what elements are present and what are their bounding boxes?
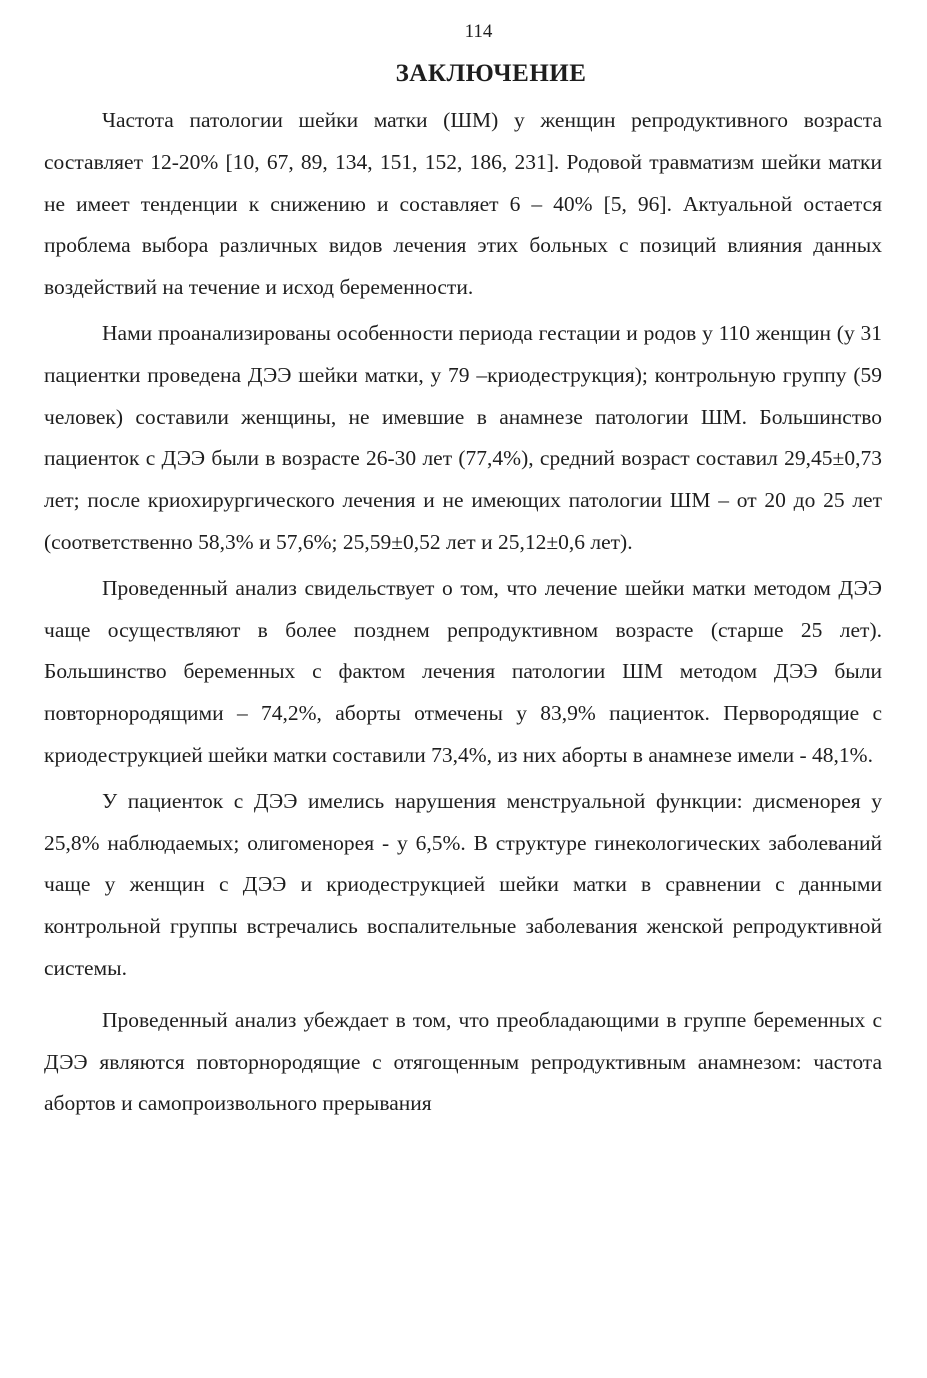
paragraph-2: Нами проанализированы особенности периода гестации и родов у 110 женщин (у 31 пациентки проведена ДЭЭ шейки матки, у 79 –криодеструкция); контрольную группу (59 человек) составили женщины, не имевшие в анамнезе патологии ШМ. Большинство пациенток с ДЭЭ были в возрасте 26-30 лет (77,4%), средний возраст составил 29,45±0,73 лет; после криохирургического лечения и не имеющих патологии ШМ – от 20 до 25 лет (соответственно 58,3% и 57,6%; 25,59±0,52 лет и 25,12±0,6 лет).: [44, 320, 882, 554]
paragraph-3: Проведенный анализ свидельствует о том, что лечение шейки матки методом ДЭЭ чаще осуществляют в более позднем репродуктивном возрасте (старше 25 лет). Большинство беременных с фактом лечения патологии ШМ методом ДЭЭ были повторнородящими – 74,2%, аборты отмечены у 83,9% пациенток. Первородящие с криодеструкцией шейки матки составили 73,4%, из них аборты в анамнезе имели - 48,1%.: [44, 575, 882, 767]
paragraph-4: У пациенток с ДЭЭ имелись нарушения менструальной функции: дисменорея у 25,8% наблюдаемых; олигоменорея - у 6,5%. В структуре гинекологических заболеваний чаще у женщин с ДЭЭ и криодеструкцией шейки матки в сравнении с данными контрольной группы встречались воспалительные заболевания женской репродуктивной системы.: [44, 788, 882, 980]
paragraph-5: Проведенный анализ убеждает в том, что преобладающими в группе беременных с ДЭЭ являются повторнородящие с отягощенным репродуктивным анамнезом: частота абортов и самопроизвольного прерывания: [44, 1007, 882, 1116]
page-number: 114: [464, 21, 493, 42]
page-title: ЗАКЛЮЧЕНИЕ: [395, 60, 587, 87]
body-text: [44, 100, 882, 1125]
paragraph-1: Частота патологии шейки матки (ШМ) у женщин репродуктивного возраста составляет 12-20% [10, 67, 89, 134, 151, 152, 186, 231]. Родовой травматизм шейки матки не имеет тенденции к снижению и составляет 6 – 40% [5, 96]. Актуальной остается проблема выбора различных видов лечения этих больных с позиций влияния данных воздействий на течение и исход беременности.: [44, 108, 882, 300]
